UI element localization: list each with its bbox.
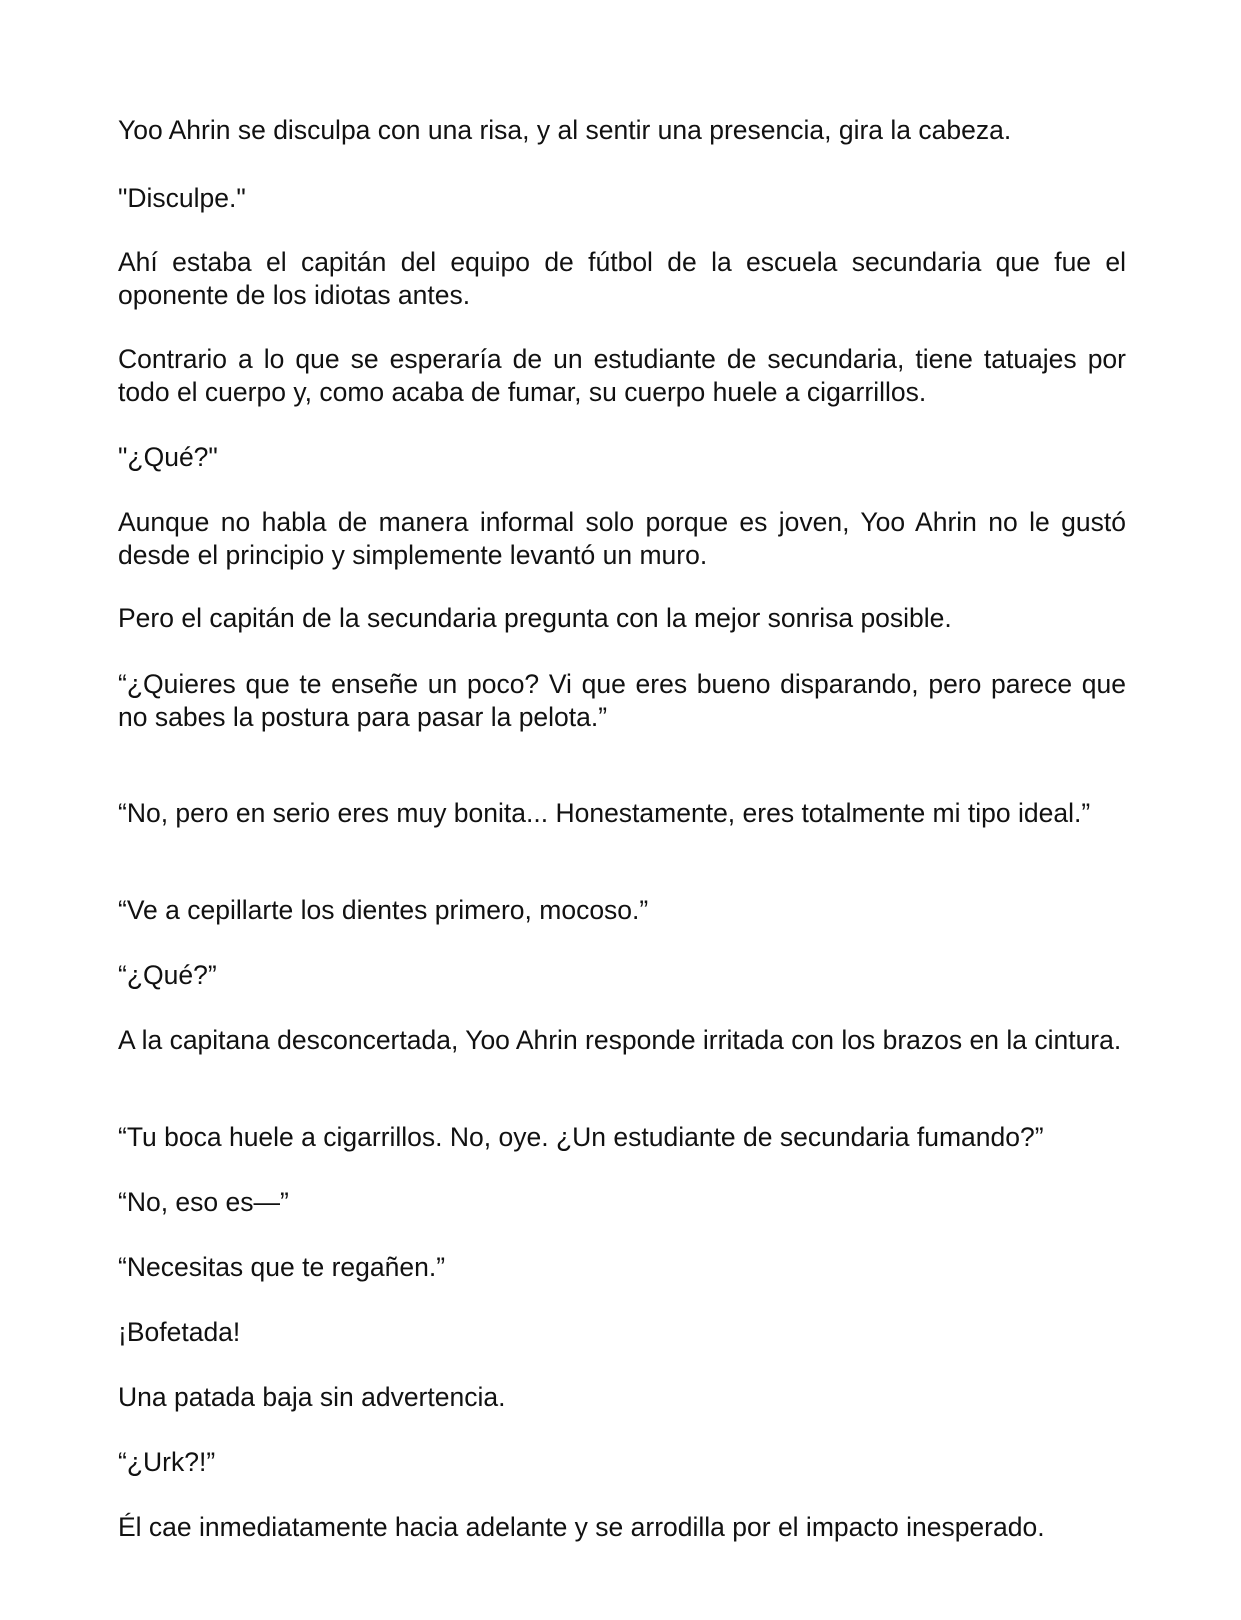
- paragraph: Una patada baja sin advertencia.: [118, 1382, 506, 1412]
- paragraph: Ahí estaba el capitán del equipo de fútbol de la escuela secundaria que fue el oponente de los idiotas antes.: [118, 247, 1126, 310]
- paragraph: “¿Urk?!”: [118, 1447, 216, 1477]
- paragraph: “Tu boca huele a cigarrillos. No, oye. ¿Un estudiante de secundaria fumando?”: [118, 1122, 1044, 1152]
- paragraph: “Ve a cepillarte los dientes primero, mocoso.”: [118, 895, 649, 925]
- paragraph: Contrario a lo que se esperaría de un estudiante de secundaria, tiene tatuajes por todo el cuerpo y, como acaba de fumar, su cuerpo huele a cigarrillos.: [118, 344, 1126, 407]
- paragraph: “Necesitas que te regañen.”: [118, 1252, 446, 1282]
- paragraph: “No, pero en serio eres muy bonita... Honestamente, eres totalmente mi tipo ideal.”: [118, 798, 1091, 828]
- paragraph: “No, eso es—”: [118, 1187, 289, 1217]
- paragraph: Yoo Ahrin se disculpa con una risa, y al sentir una presencia, gira la cabeza.: [118, 115, 1012, 145]
- paragraph: Pero el capitán de la secundaria pregunta con la mejor sonrisa posible.: [118, 603, 952, 633]
- paragraph: Aunque no habla de manera informal solo porque es joven, Yoo Ahrin no le gustó desde el principio y simplemente levantó un muro.: [118, 507, 1126, 570]
- paragraph: "Disculpe.": [118, 183, 246, 213]
- paragraph: “¿Quieres que te enseñe un poco? Vi que eres bueno disparando, pero parece que no sabes la postura para pasar la pelota.”: [118, 669, 1126, 732]
- paragraph: ¡Bofetada!: [118, 1317, 241, 1347]
- paragraph: Él cae inmediatamente hacia adelante y se arrodilla por el impacto inesperado.: [118, 1512, 1045, 1542]
- paragraph: "¿Qué?": [118, 442, 218, 472]
- paragraph: “¿Qué?”: [118, 960, 217, 990]
- paragraph: A la capitana desconcertada, Yoo Ahrin responde irritada con los brazos en la cintura.: [118, 1025, 1122, 1055]
